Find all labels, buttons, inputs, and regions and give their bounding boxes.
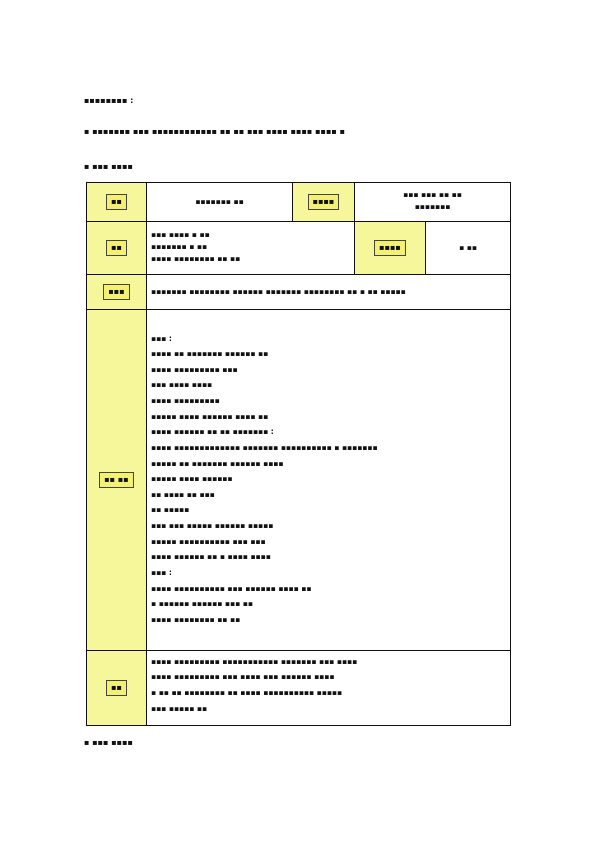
row5-header: ▪▪ [87,651,147,726]
row5-line-list [151,657,506,714]
list-item: ▪▪▪ ▪▪▪▪▪ ▪▪ [151,703,208,713]
document-subtitle: ▪ ▪▪▪▪▪▪▪ ▪▪▪ ▪▪▪▪▪▪▪▪▪▪▪▪ ▪▪ ▪▪ ▪▪▪ ▪▪▪▪ ▪▪▪▪ ▪▪▪▪ ▪ [84,127,345,136]
row2-header-1: ▪▪ [87,222,147,275]
list-item: ▪▪▪▪ ▪▪ ▪▪▪▪▪▪▪ ▪▪▪▪▪▪ ▪▪ [151,349,269,359]
row2-inner-table [355,222,510,274]
list-item: ▪▪ ▪▪▪▪▪ [151,505,190,515]
list-item: ▪▪▪▪ ▪▪▪▪▪▪▪▪▪ ▪▪▪ ▪▪▪▪ ▪▪▪ ▪▪▪▪▪▪ ▪▪▪▪ [151,672,335,682]
row1-value-1: ▪▪▪▪▪▪▪ ▪▪ [147,183,293,222]
table-row-3 [87,275,511,310]
list-item: ▪▪▪▪ ▪▪▪▪▪▪▪▪▪ [151,396,220,406]
list-item: ▪▪▪▪ ▪▪▪▪▪▪▪▪▪▪ ▪▪▪ ▪▪▪▪▪▪ ▪▪▪▪ ▪▪ [151,583,312,593]
list-item: ▪ ▪▪▪▪▪▪ ▪▪▪▪▪▪ ▪▪▪ ▪▪ [151,599,253,609]
list-item: ▪▪▪▪▪ ▪▪▪▪ ▪▪▪▪▪▪ ▪▪▪▪ ▪▪ [151,411,269,421]
document-title: ▪▪▪▪▪▪▪▪ : [84,96,134,105]
list-item: ▪▪▪▪▪ ▪▪ ▪▪▪▪▪▪▪ ▪▪▪▪▪▪ ▪▪▪▪ [151,458,284,468]
list-item: ▪▪▪ ▪▪▪▪ ▪▪▪▪ [151,380,213,390]
row2-header-2: ▪▪▪▪ [355,222,426,274]
info-table [86,182,511,726]
list-item: ▪▪ ▪▪▪▪ ▪▪ ▪▪▪ [151,489,215,499]
list-item: ▪ ▪▪ ▪▪ ▪▪▪▪▪▪▪▪ ▪▪ ▪▪▪▪ ▪▪▪▪▪▪▪▪▪▪ ▪▪▪▪▪ [151,688,343,697]
list-item: ▪▪▪▪▪ ▪▪▪▪ ▪▪▪▪▪▪ [151,474,233,484]
row1-value-2: ▪▪▪ ▪▪▪ ▪▪ ▪▪ ▪▪▪▪▪▪▪ [355,183,511,222]
row3-header: ▪▪▪ [87,275,147,310]
list-item: ▪▪▪▪ ▪▪▪▪▪▪ ▪▪ ▪ ▪▪▪▪ ▪▪▪▪ [151,552,271,562]
row1-header-2: ▪▪▪▪ [293,183,355,222]
row2-value-2: ▪ ▪▪ [426,222,511,274]
section-label-top: ▪ ▪▪▪ ▪▪▪▪ [84,162,133,171]
list-item: ▪▪▪ : [151,333,172,343]
row4-header: ▪▪ ▪▪ [87,310,147,651]
row3-value: ▪▪▪▪▪▪▪ ▪▪▪▪▪▪▪▪ ▪▪▪▪▪▪ ▪▪▪▪▪▪▪ ▪▪▪▪▪▪▪▪ ▪▪ ▪ ▪▪ ▪▪▪▪▪ [147,275,511,310]
list-item: ▪▪▪ : [151,567,172,577]
row4-item-list [151,330,506,625]
section-label-bottom: ▪ ▪▪▪ ▪▪▪▪ [84,738,133,747]
row1-header-1: ▪▪ [87,183,147,222]
list-item: ▪▪▪▪ ▪▪▪▪▪▪▪▪▪ ▪▪▪ [151,364,238,374]
row2-value-1: ▪▪▪ ▪▪▪▪ ▪ ▪▪ ▪▪▪▪▪▪▪ ▪ ▪▪ ▪▪▪▪ ▪▪▪▪▪▪▪▪ ▪▪ ▪▪ [147,222,355,275]
list-item: ▪▪▪▪ ▪▪▪▪▪▪▪▪▪ ▪▪▪▪▪▪▪▪▪▪▪ ▪▪▪▪▪▪▪ ▪▪▪ ▪▪▪▪ [151,656,358,666]
table-row-1 [87,183,511,222]
list-item: ▪▪▪ ▪▪▪ ▪▪▪▪▪ ▪▪▪▪▪▪ ▪▪▪▪▪ [151,521,274,531]
table-row-2 [87,222,511,275]
list-item: ▪▪▪▪▪ ▪▪▪▪▪▪▪▪▪▪ ▪▪▪ ▪▪▪ [151,536,266,546]
row4-content [147,310,511,651]
table-row-4 [87,310,511,651]
list-item: ▪▪▪▪ ▪▪▪▪▪▪ ▪▪ ▪▪ ▪▪▪▪▪▪▪ : [151,427,274,437]
row5-content [147,651,511,726]
list-item: ▪▪▪▪ ▪▪▪▪▪▪▪▪▪▪▪▪▪ ▪▪▪▪▪▪▪ ▪▪▪▪▪▪▪▪▪▪ ▪ ▪▪▪▪▪▪▪ [151,442,378,452]
row2-split-cell [355,222,511,275]
table-row-5 [87,651,511,726]
list-item: ▪▪▪▪ ▪▪▪▪▪▪▪▪ ▪▪ ▪▪ [151,614,241,624]
